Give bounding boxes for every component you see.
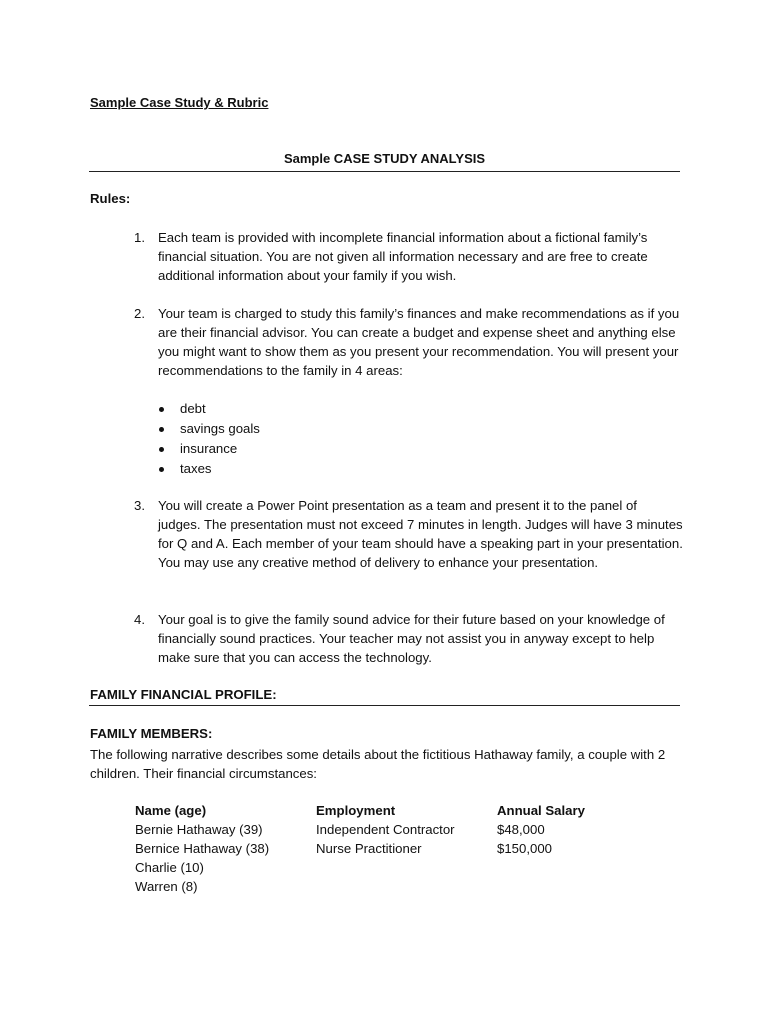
table-cell: Bernie Hathaway (39) xyxy=(135,822,263,837)
table-cell: Warren (8) xyxy=(135,879,198,894)
bullet-icon xyxy=(159,427,164,432)
rule-item-3 xyxy=(134,496,683,572)
column-header-salary: Annual Salary xyxy=(497,803,585,818)
bullet-icon xyxy=(159,407,164,412)
list-item: insurance xyxy=(158,439,260,459)
table-cell: $48,000 xyxy=(497,822,545,837)
rule-item-1 xyxy=(134,228,683,285)
rule-text: Your goal is to give the family sound advice for their future based on your knowledge of financially sound practices. Your teacher may not assist you in anyway except to help make sure that you can access the technology. xyxy=(158,612,665,665)
list-item: debt xyxy=(158,399,260,419)
bullet-icon xyxy=(159,447,164,452)
rule-item-2 xyxy=(134,304,683,380)
family-members-heading: FAMILY MEMBERS: xyxy=(90,726,213,741)
rule-number: 1. xyxy=(134,230,145,245)
case-study-title: Sample CASE STUDY ANALYSIS xyxy=(283,151,486,166)
title-divider xyxy=(89,171,680,172)
rule-number: 2. xyxy=(134,306,145,321)
focus-areas-list xyxy=(158,399,260,479)
family-financial-profile-heading: FAMILY FINANCIAL PROFILE: xyxy=(90,687,277,702)
table-cell: Nurse Practitioner xyxy=(316,841,422,856)
rule-text: You will create a Power Point presentation as a team and present it to the panel of judges. The presentation must not exceed 7 minutes in length. Judges will have 3 minutes for Q and A. Each member of your team should have a speaking part in your presentation. You may use any creative method of delivery to enhance your presentation. xyxy=(158,498,683,570)
name-column xyxy=(135,801,269,896)
rule-item-4 xyxy=(134,610,683,667)
family-narrative: The following narrative describes some details about the fictitious Hathaway family, a couple with 2 children. Their financial circumstances: xyxy=(90,747,666,781)
rule-number: 3. xyxy=(134,498,145,513)
list-item: savings goals xyxy=(158,419,260,439)
column-header-name: Name (age) xyxy=(135,803,207,818)
table-cell: $150,000 xyxy=(497,841,553,856)
employment-column xyxy=(316,801,455,858)
rule-number: 4. xyxy=(134,612,145,627)
profile-divider xyxy=(89,705,680,706)
rules-label: Rules: xyxy=(90,191,131,206)
bullet-icon xyxy=(159,467,164,472)
list-item: taxes xyxy=(158,459,260,479)
table-cell: Independent Contractor xyxy=(316,822,455,837)
column-header-employment: Employment xyxy=(316,803,396,818)
rule-text: Each team is provided with incomplete financial information about a fictional family’s financial situation. You are not given all information necessary and are free to create additional information about your family if you wish. xyxy=(158,230,648,283)
table-cell: Bernice Hathaway (38) xyxy=(135,841,270,856)
table-cell: Charlie (10) xyxy=(135,860,204,875)
salary-column xyxy=(497,801,585,858)
rule-text: Your team is charged to study this family’s finances and make recommendations as if you are their financial advisor. You can create a budget and expense sheet and anything else you might want to show them as you present your recommendation. You will present your recommendations to the family in 4 areas: xyxy=(158,306,680,378)
document-heading: Sample Case Study & Rubric xyxy=(90,95,269,110)
